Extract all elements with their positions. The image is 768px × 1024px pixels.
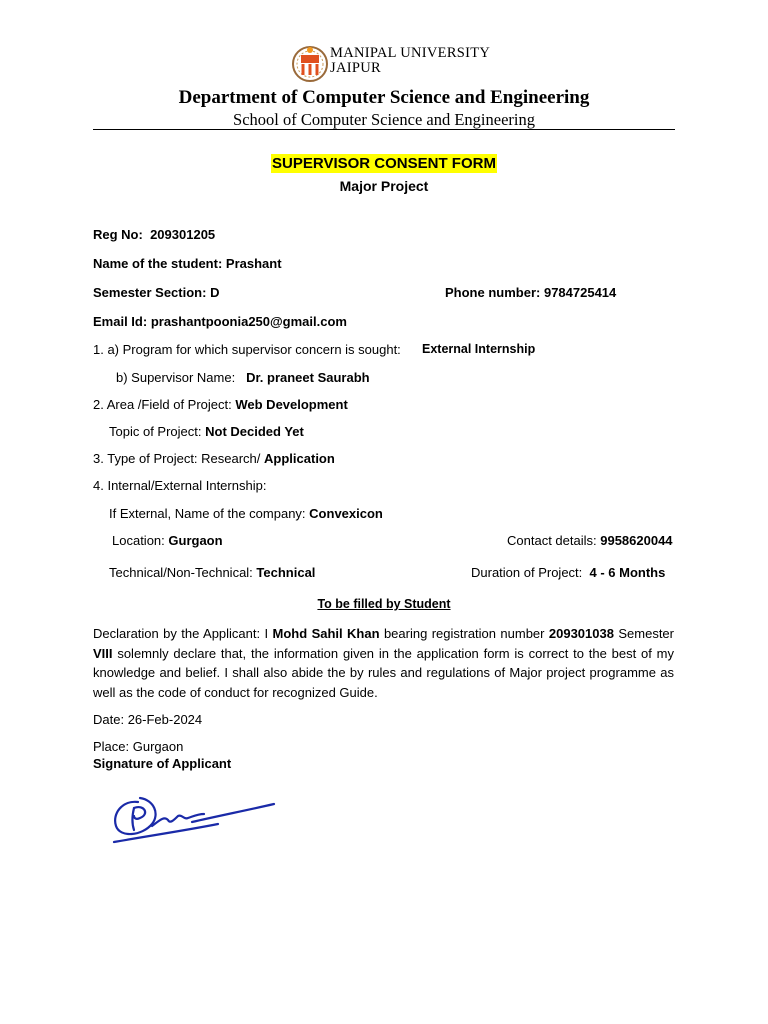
duration-field <box>471 565 665 580</box>
applicant-signature <box>108 784 283 850</box>
company-value: Convexicon <box>309 506 383 521</box>
signature-image-icon <box>108 784 283 850</box>
type-value: Application <box>264 451 335 466</box>
phone-field <box>445 285 616 300</box>
area-field <box>93 397 348 412</box>
student-name-value: Prashant <box>225 256 282 271</box>
semester-value: D <box>210 285 220 300</box>
topic-value: Not Decided Yet <box>205 424 304 439</box>
declaration-regno: 209301038 <box>548 626 614 641</box>
place-value: Gurgaon <box>132 739 184 754</box>
declaration-paragraph <box>93 624 674 702</box>
supervisor-field <box>116 370 370 385</box>
email-label: Email Id: <box>93 314 148 329</box>
student-section-heading: To be filled by Student <box>317 597 451 611</box>
declaration-mid2: Semester <box>613 626 674 641</box>
type-field <box>93 451 335 466</box>
program-value: External Internship <box>422 342 536 356</box>
type-label: 3. Type of Project: Research/ <box>93 451 261 466</box>
location-value: Gurgaon <box>168 533 223 548</box>
topic-label: Topic of Project: <box>109 424 202 439</box>
header-divider <box>93 129 675 130</box>
supervisor-label: b) Supervisor Name: <box>116 370 236 385</box>
email-value: prashantpoonia250@gmail.com <box>150 314 347 329</box>
declaration-semester: VIII <box>93 645 113 661</box>
phone-label: Phone number: <box>445 285 541 300</box>
company-field <box>109 506 383 521</box>
university-emblem-icon <box>290 42 330 86</box>
phone-value: 9784725414 <box>543 285 617 300</box>
form-title-text: SUPERVISOR CONSENT FORM <box>272 155 496 172</box>
declaration-prefix: Declaration by the Applicant: I <box>93 626 273 641</box>
reg-no-field <box>93 227 215 242</box>
topic-field <box>109 424 304 439</box>
date-label: Date: <box>93 712 125 727</box>
contact-label: Contact details: <box>507 533 597 548</box>
technical-label: Technical/Non-Technical: <box>109 565 253 580</box>
duration-label: Duration of Project: <box>471 565 583 580</box>
internship-label: 4. Internal/External Internship: <box>93 478 267 493</box>
university-name <box>330 46 490 76</box>
signature-label: Signature of Applicant <box>93 756 232 771</box>
program-label: 1. a) Program for which supervisor concern is sought: <box>93 342 401 357</box>
location-field <box>112 533 223 548</box>
form-subtitle: Major Project <box>339 178 429 194</box>
place-field <box>93 739 183 754</box>
declaration-mid1: bearing registration number <box>379 626 549 641</box>
school-title: School of Computer Science and Engineering <box>233 110 535 129</box>
form-title <box>0 155 768 173</box>
department-title: Department of Computer Science and Engineering <box>178 87 590 108</box>
area-label: 2. Area /Field of Project: <box>93 397 232 412</box>
date-value: 26-Feb-2024 <box>127 712 203 727</box>
student-name-field <box>93 256 282 271</box>
contact-value: 9958620044 <box>600 533 673 548</box>
company-label: If External, Name of the company: <box>109 506 306 521</box>
technical-field <box>109 565 315 580</box>
semester-label: Semester Section: <box>93 285 207 300</box>
reg-no-label: Reg No: <box>93 227 143 242</box>
university-name-line2: JAIPUR <box>330 60 381 76</box>
duration-value: 4 - 6 Months <box>589 565 666 580</box>
supervisor-value: Dr. praneet Saurabh <box>246 370 370 385</box>
semester-field <box>93 285 219 300</box>
declaration-name: Mohd Sahil Khan <box>272 626 380 641</box>
technical-value: Technical <box>256 565 316 580</box>
email-field <box>93 314 347 329</box>
place-label: Place: <box>93 739 130 754</box>
university-name-line1: MANIPAL UNIVERSITY <box>330 45 491 61</box>
contact-field <box>507 533 673 548</box>
location-label: Location: <box>112 533 165 548</box>
reg-no-value: 209301205 <box>150 227 216 242</box>
date-field <box>93 712 202 727</box>
declaration-rest: solemnly declare that, the information given in the application form is correct to the best of my knowledge and belief. I shall also abide the by rules and regulations of Major project programme as well as the code of conduct for recognized Guide. <box>93 645 674 700</box>
area-value: Web Development <box>235 397 348 412</box>
student-name-label: Name of the student: <box>93 256 223 271</box>
